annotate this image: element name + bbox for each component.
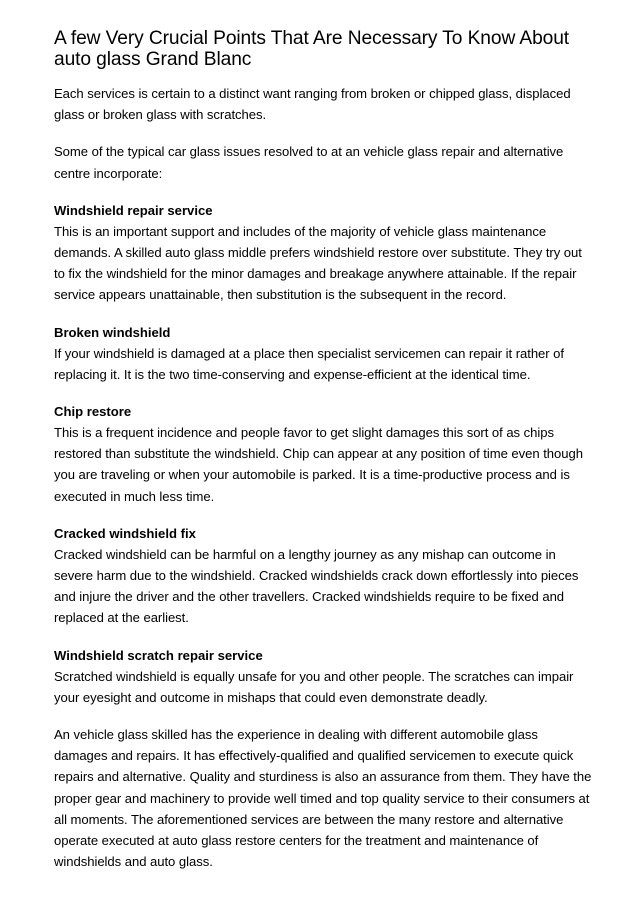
intro-paragraph-1-block [54, 83, 594, 125]
section-body: This is a frequent incidence and people favor to get slight damages this sort of as chips restored than substitute the windshield. Chip can appear at any position of time even though you are traveling or when your automobile is parked. It is a time-productive process and is executed in much less time. [54, 425, 583, 504]
section-heading: Cracked windshield fix [54, 525, 196, 541]
section-cracked-windshield [54, 523, 594, 629]
document-page [54, 28, 594, 888]
section-heading: Windshield repair service [54, 202, 213, 218]
section-broken-windshield [54, 322, 594, 385]
closing-block [54, 724, 594, 872]
document-title: A few Very Crucial Points That Are Necessary To Know About auto glass Grand Blanc [54, 28, 570, 70]
section-body: Scratched windshield is equally unsafe for you and other people. The scratches can impair your eyesight and outcome in mishaps that could even demonstrate deadly. [54, 668, 574, 705]
intro-paragraph: Each services is certain to a distinct want ranging from broken or chipped glass, displaced glass or broken glass with scratches. [54, 86, 571, 123]
intro-paragraph-2-block [54, 141, 594, 183]
section-body: Cracked windshield can be harmful on a lengthy journey as any mishap can outcome in severe harm due to the windshield. Cracked windshields crack down effortlessly into pieces and injure the driver and the other travellers. Cracked windshields require to be fixed and replaced at the earliest. [54, 546, 579, 626]
section-heading: Windshield scratch repair service [54, 647, 263, 663]
section-body: This is an important support and includes of the majority of vehicle glass maintenance demands. A skilled auto glass middle prefers windshield restore over substitute. They try out to fix the windshield for the minor damages and breakage anywhere attainable. If the repair service appears unattainable, then substitution is the subsequent in the record. [54, 223, 582, 303]
intro-paragraph: Some of the typical car glass issues resolved to at an vehicle glass repair and alternative centre incorporate: [54, 144, 564, 181]
closing-paragraph: An vehicle glass skilled has the experience in dealing with different automobile glass damages and repairs. It has effectively-qualified and qualified servicemen to execute quick repairs and alternative. Quality and sturdiness is also an assurance from them. They have the proper gear and machinery to provide well timed and top quality service to their consumers at all moments. The aforementioned services are between the many restore and alternative operate executed at auto glass restore centers for the treatment and maintenance of windshields and auto glass. [54, 727, 592, 870]
section-heading: Broken windshield [54, 324, 171, 340]
section-scratch-repair [54, 645, 594, 708]
section-chip-restore [54, 401, 594, 507]
section-heading: Chip restore [54, 404, 132, 420]
section-windshield-repair [54, 200, 594, 306]
section-body: If your windshield is damaged at a place then specialist servicemen can repair it rather of replacing it. It is the two time-conserving and expense-efficient at the identical time. [54, 345, 565, 382]
